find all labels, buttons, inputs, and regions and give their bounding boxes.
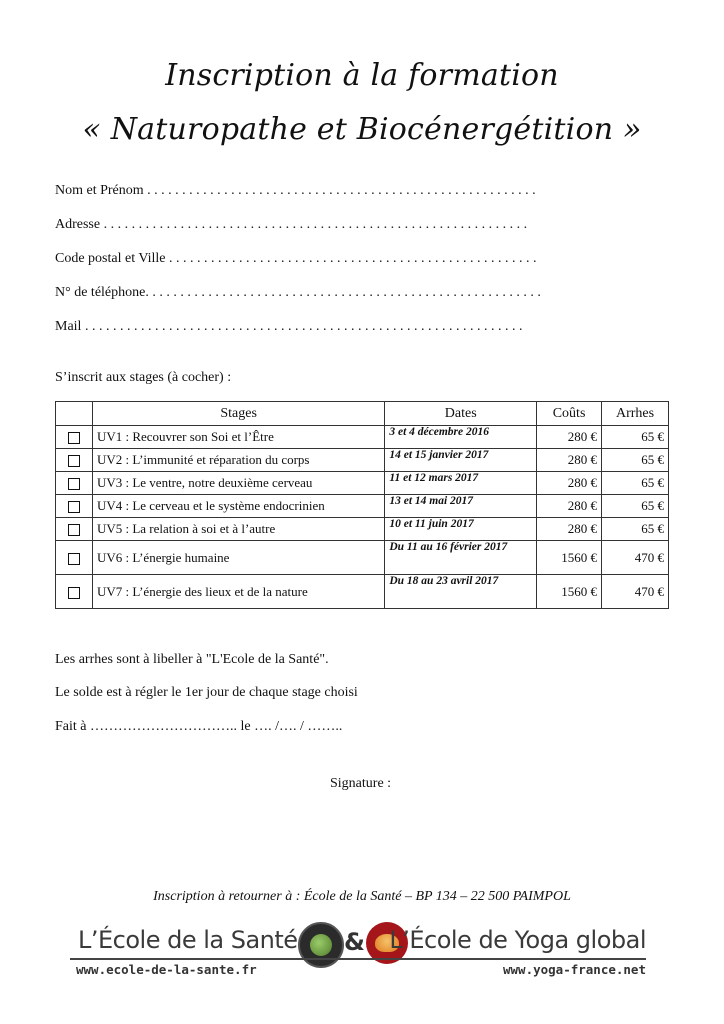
- field-mail[interactable]: [55, 319, 522, 335]
- stage-checkbox[interactable]: [68, 432, 80, 444]
- field-postal-city-dots: . . . . . . . . . . . . . . . . . . . . . . . . . . . . . . . . . . . . . . . . . . . . . . . . . . . . .: [165, 251, 537, 266]
- signature-label: Signature :: [330, 776, 392, 791]
- field-address-label: Adresse: [55, 217, 101, 232]
- header-dates: Dates: [385, 402, 537, 426]
- url-yoga-france[interactable]: www.yoga-france.net: [503, 962, 646, 977]
- stage-checkbox-cell: [56, 449, 93, 472]
- header-couts: Coûts: [537, 402, 602, 426]
- stage-date: 10 et 11 juin 2017: [385, 518, 537, 541]
- field-name[interactable]: [55, 183, 536, 199]
- field-name-dots: . . . . . . . . . . . . . . . . . . . . . . . . . . . . . . . . . . . . . . . . . . . . . . . . . . . . . . . .: [143, 183, 536, 198]
- leaf-logo-icon: [298, 922, 344, 968]
- header-checkbox: [56, 402, 93, 426]
- stage-checkbox-cell: [56, 472, 93, 495]
- ampersand: &: [344, 928, 365, 956]
- stage-name: UV4 : Le cerveau et le système endocrinien: [92, 495, 384, 518]
- stage-date: 11 et 12 mars 2017: [385, 472, 537, 495]
- table-header-row: [56, 402, 669, 426]
- stages-table: [55, 401, 669, 609]
- field-phone-label: N° de téléphone: [55, 285, 146, 300]
- stage-checkbox-cell: [56, 575, 93, 609]
- stage-name: UV3 : Le ventre, notre deuxième cerveau: [92, 472, 384, 495]
- header-arrhes: Arrhes: [602, 402, 669, 426]
- stage-date: 3 et 4 décembre 2016: [385, 426, 537, 449]
- form-title-line2: « Naturopathe et Biocénergétition »: [82, 112, 642, 147]
- stage-arrhes: 470 €: [602, 541, 669, 575]
- field-mail-dots: . . . . . . . . . . . . . . . . . . . . . . . . . . . . . . . . . . . . . . . . . . . . . . . . . . . . . . . . . . . . . . .: [81, 319, 523, 334]
- stage-arrhes: 65 €: [602, 472, 669, 495]
- stage-checkbox-cell: [56, 495, 93, 518]
- stage-name: UV6 : L’énergie humaine: [92, 541, 384, 575]
- stage-checkbox[interactable]: [68, 524, 80, 536]
- stage-arrhes: 65 €: [602, 449, 669, 472]
- table-row: [56, 472, 669, 495]
- url-ecole-sante[interactable]: www.ecole-de-la-sante.fr: [76, 962, 257, 977]
- stage-checkbox-cell: [56, 541, 93, 575]
- banner-divider: [70, 958, 646, 960]
- return-address-note: Inscription à retourner à : École de la Santé – BP 134 – 22 500 PAIMPOL: [153, 889, 571, 904]
- stage-checkbox[interactable]: [68, 553, 80, 565]
- stage-arrhes: 65 €: [602, 426, 669, 449]
- stage-date: 13 et 14 mai 2017: [385, 495, 537, 518]
- field-postal-city[interactable]: [55, 251, 537, 267]
- note-solde: Le solde est à régler le 1er jour de chaque stage choisi: [55, 685, 358, 700]
- table-row: [56, 426, 669, 449]
- brand-ecole-sante: L’École de la Santé: [78, 926, 298, 954]
- stage-checkbox[interactable]: [68, 478, 80, 490]
- stage-name: UV1 : Recouvrer son Soi et l’Être: [92, 426, 384, 449]
- note-fait: Fait à ………………………….. le …. /…. / ……..: [55, 719, 343, 734]
- field-mail-label: Mail: [55, 319, 82, 334]
- stage-cost: 280 €: [537, 518, 602, 541]
- note-arrhes: Les arrhes sont à libeller à "L'Ecole de la Santé".: [55, 652, 329, 667]
- stage-arrhes: 65 €: [602, 518, 669, 541]
- brand-ecole-yoga: L’École de Yoga global: [389, 926, 646, 954]
- stage-cost: 1560 €: [537, 575, 602, 609]
- field-address[interactable]: [55, 217, 527, 233]
- stage-cost: 1560 €: [537, 541, 602, 575]
- field-phone[interactable]: [55, 285, 541, 301]
- stage-cost: 280 €: [537, 495, 602, 518]
- stage-cost: 280 €: [537, 449, 602, 472]
- stage-checkbox[interactable]: [68, 455, 80, 467]
- stage-name: UV2 : L’immunité et réparation du corps: [92, 449, 384, 472]
- field-address-dots: . . . . . . . . . . . . . . . . . . . . . . . . . . . . . . . . . . . . . . . . . . . . . . . . . . . . . . . . . . . . .: [100, 217, 528, 232]
- table-row: [56, 575, 669, 609]
- field-postal-city-label: Code postal et Ville: [55, 251, 166, 266]
- stages-intro: S’inscrit aux stages (à cocher) :: [55, 370, 232, 385]
- stage-checkbox-cell: [56, 518, 93, 541]
- stage-date: Du 11 au 16 février 2017: [385, 541, 537, 575]
- table-row: [56, 541, 669, 575]
- stage-checkbox-cell: [56, 426, 93, 449]
- header-stages: Stages: [92, 402, 384, 426]
- stage-cost: 280 €: [537, 426, 602, 449]
- stage-name: UV5 : La relation à soi et à l’autre: [92, 518, 384, 541]
- stage-arrhes: 65 €: [602, 495, 669, 518]
- stage-checkbox[interactable]: [68, 501, 80, 513]
- table-row: [56, 449, 669, 472]
- stage-cost: 280 €: [537, 472, 602, 495]
- field-phone-dots: . . . . . . . . . . . . . . . . . . . . . . . . . . . . . . . . . . . . . . . . . . . . . . . . . . . . . . . . .: [145, 285, 541, 300]
- stage-name: UV7 : L’énergie des lieux et de la nature: [92, 575, 384, 609]
- table-row: [56, 518, 669, 541]
- table-row: [56, 495, 669, 518]
- stage-arrhes: 470 €: [602, 575, 669, 609]
- stage-date: Du 18 au 23 avril 2017: [385, 575, 537, 609]
- form-title-line1: Inscription à la formation: [165, 58, 559, 93]
- stage-checkbox[interactable]: [68, 587, 80, 599]
- footer-banner: [60, 918, 670, 990]
- stage-date: 14 et 15 janvier 2017: [385, 449, 537, 472]
- field-name-label: Nom et Prénom: [55, 183, 144, 198]
